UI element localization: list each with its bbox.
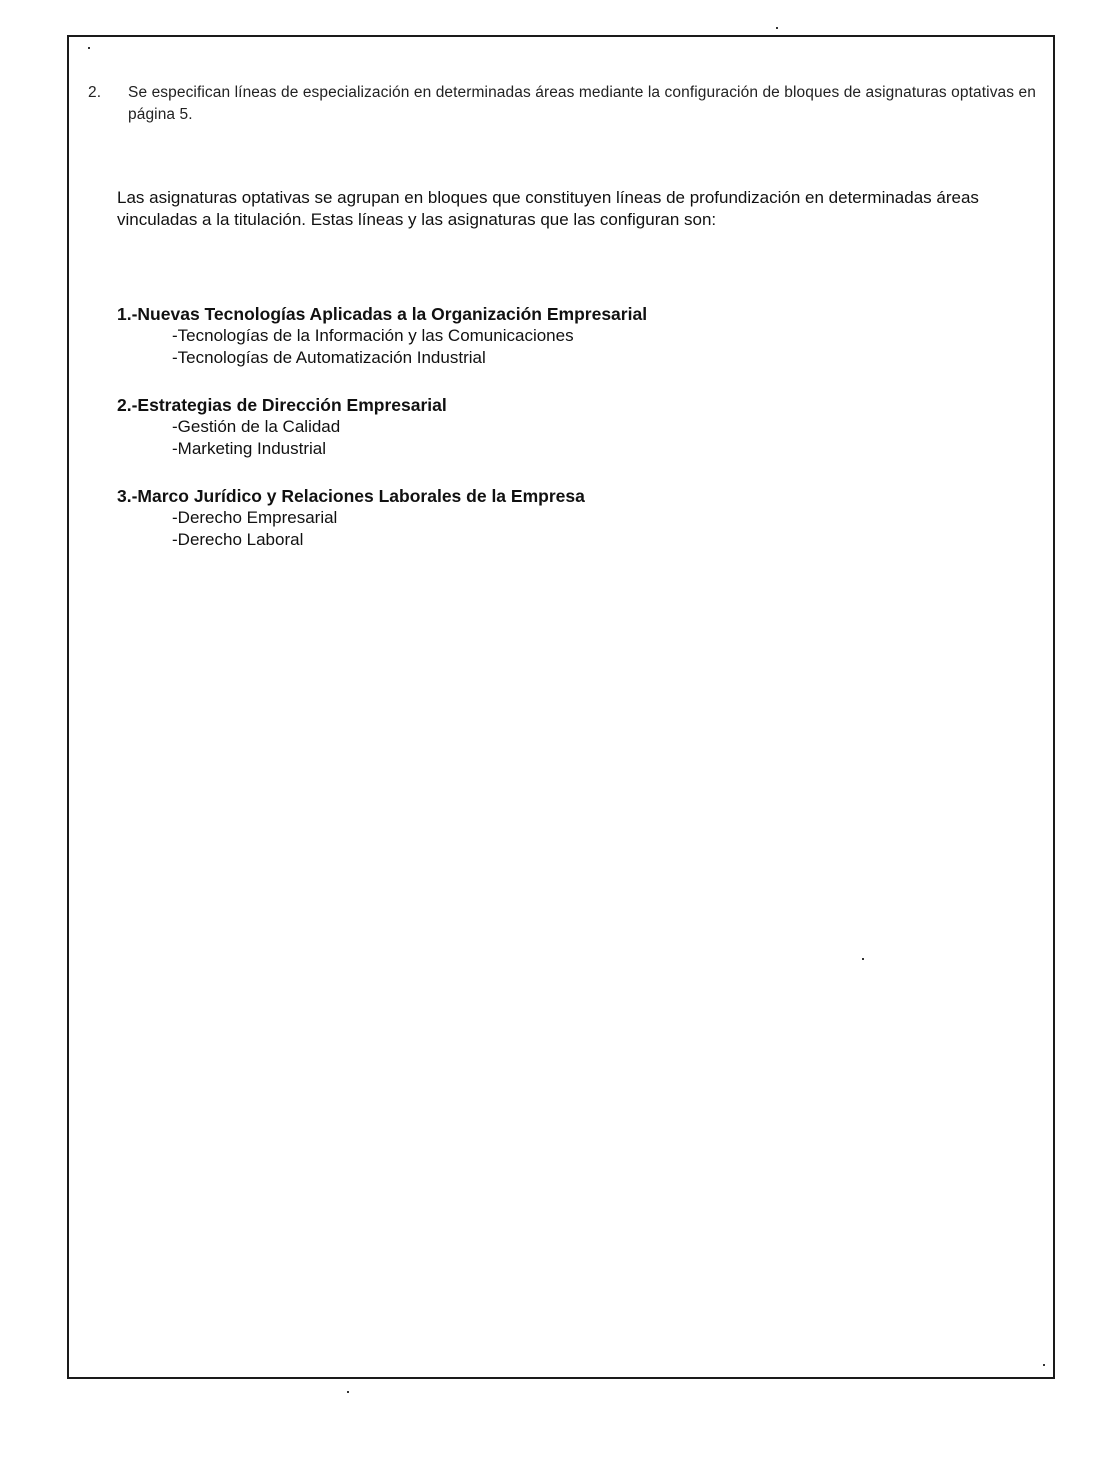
block-new-technologies bbox=[117, 303, 1017, 369]
block-item: -Gestión de la Calidad bbox=[172, 417, 341, 436]
scan-speck bbox=[862, 958, 864, 960]
scan-speck bbox=[347, 1391, 349, 1393]
block-item: -Derecho Empresarial bbox=[172, 508, 338, 527]
specialization-note bbox=[88, 82, 1043, 126]
block-title: 1.-Nuevas Tecnologías Aplicadas a la Organización Empresarial bbox=[117, 304, 648, 324]
block-title: 2.-Estrategias de Dirección Empresarial bbox=[117, 395, 447, 415]
note-text: Se especifican líneas de especialización en determinadas áreas mediante la configuración de bloques de asignaturas optativas en página 5. bbox=[128, 84, 1036, 123]
block-title: 3.-Marco Jurídico y Relaciones Laborales de la Empresa bbox=[117, 486, 585, 506]
note-number: 2. bbox=[88, 84, 102, 101]
elective-blocks bbox=[117, 303, 1017, 576]
scan-speck bbox=[88, 47, 90, 49]
block-legal-framework bbox=[117, 485, 1017, 551]
block-management-strategies bbox=[117, 394, 1017, 460]
intro-paragraph: Las asignaturas optativas se agrupan en bloques que constituyen líneas de profundización en determinadas áreas vinculadas a la titulación. Estas líneas y las asignaturas que las configuran son: bbox=[117, 188, 979, 229]
block-item: -Tecnologías de Automatización Industrial bbox=[172, 348, 486, 367]
block-item: -Marketing Industrial bbox=[172, 439, 327, 458]
block-item: -Derecho Laboral bbox=[172, 530, 304, 549]
block-item: -Tecnologías de la Información y las Comunicaciones bbox=[172, 326, 574, 345]
page-frame bbox=[67, 35, 1055, 1379]
scan-speck bbox=[776, 27, 778, 29]
scan-speck bbox=[1043, 1364, 1045, 1366]
